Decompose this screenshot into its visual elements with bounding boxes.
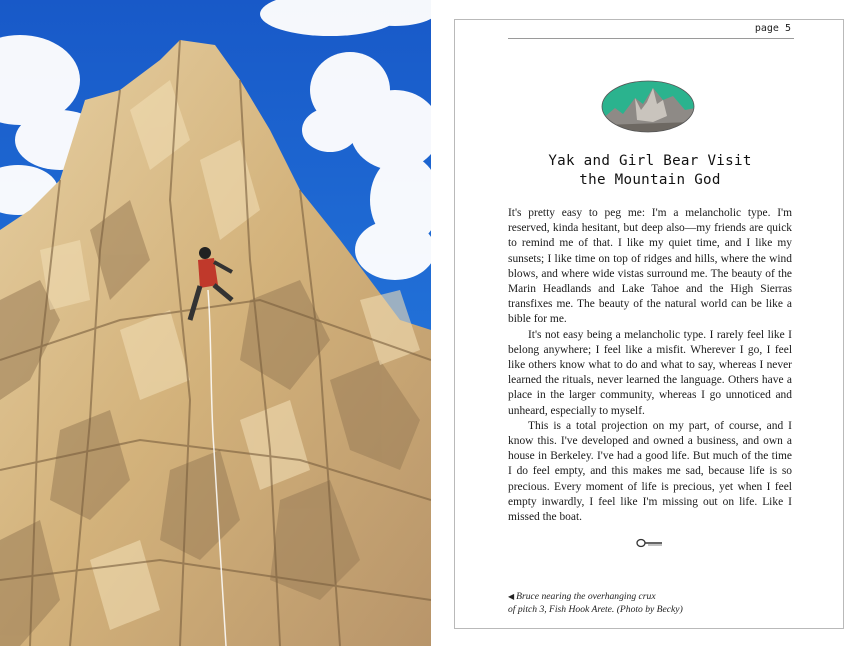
chapter-body	[508, 206, 792, 525]
photo-caption	[508, 590, 808, 616]
paragraph-2: It's not easy being a melancholic type. I rarely feel like I belong anywhere; I feel like a misfit. Wherever I go, I feel like others know what to do and what to say, whereas I never learned the rituals, never learned the language. Others have a place in the larger community, whereas I go unnoticed and unheard, especially to myself.	[508, 328, 792, 417]
caption-line-1: Bruce nearing the overhanging crux	[516, 591, 656, 602]
page-number: page 5	[754, 23, 791, 34]
mountain-vignette-icon	[601, 80, 695, 133]
piton-icon	[636, 535, 664, 545]
chapter-title-line-1: Yak and Girl Bear Visit	[548, 153, 752, 169]
chapter-title-line-2: the Mountain God	[579, 172, 721, 188]
book-page	[454, 19, 844, 629]
chapter-title	[455, 152, 845, 190]
caption-line-2: of pitch 3, Fish Hook Arete. (Photo by Becky)	[508, 604, 683, 615]
caption-arrow-icon: ◀	[508, 592, 515, 601]
paragraph-3: This is a total projection on my part, of course, and I know this. I've developed and owned a business, and own a house in Berkeley. I've had a good life. But much of the time I do feel empty, and this makes me sad, because life is so precious. Every moment of life is precious, yet when I feel empty inwardly, I feel like I'm missing out on life. Like I missed the boat.	[508, 419, 792, 524]
header-rule	[508, 38, 794, 39]
paragraph-1: It's pretty easy to peg me: I'm a melancholic type. I'm reserved, kinda hesitant, but deep also—my friends are quick to remind me of that. I like my quiet time, and I like my sunsets; I like time on top of ridges and hills, where the wind blows, and where wide vistas surround me. The beauty of the Marin Headlands and Lake Tahoe and the High Sierras transfixes me. The beauty of the natural world can be like a bible for me.	[508, 207, 792, 326]
